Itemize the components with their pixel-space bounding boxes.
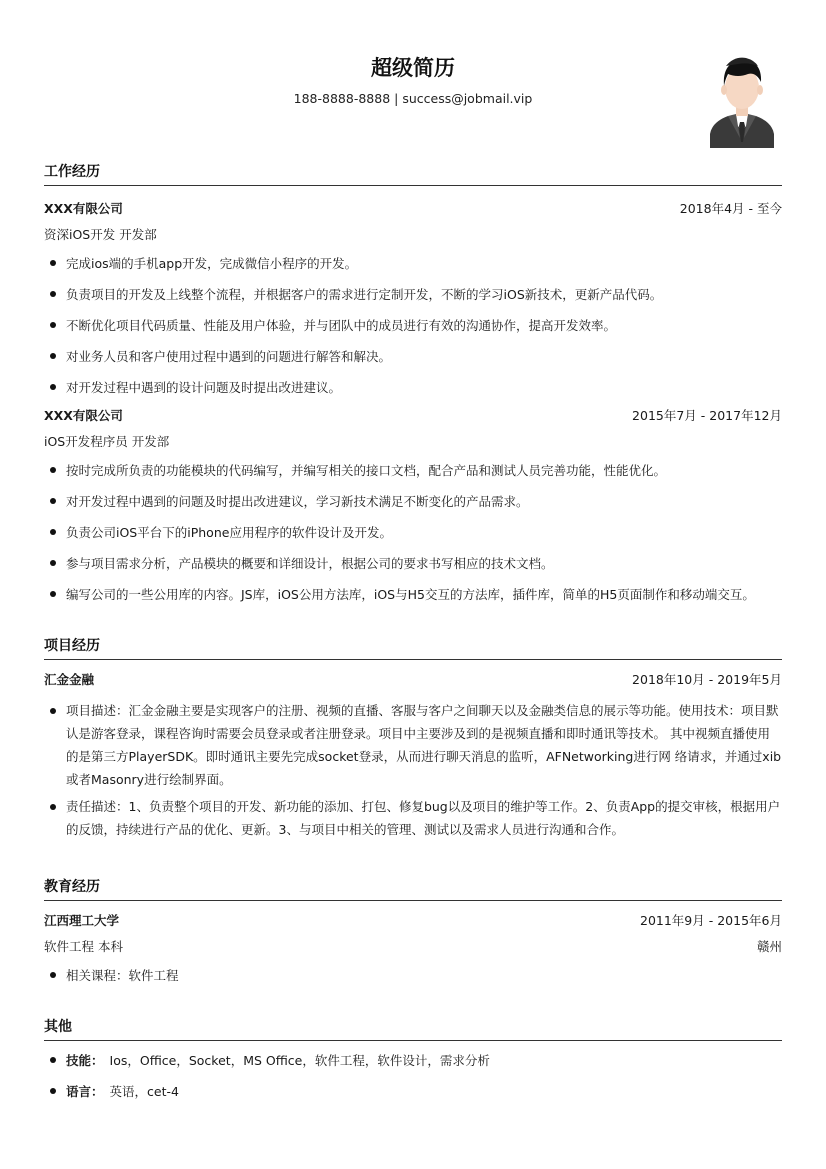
list-item: 对开发过程中遇到的问题及时提出改进建议，学习新技术满足不断变化的产品需求。 [44, 486, 782, 517]
list-item: 按时完成所负责的功能模块的代码编写，并编写相关的接口文档，配合产品和测试人员完善功能，性能优化。 [44, 455, 782, 486]
company-name: XXX有限公司 [44, 408, 123, 423]
other-details [44, 1045, 782, 1107]
job-entry [44, 403, 782, 610]
other-section [44, 1017, 782, 1107]
section-title-education: 教育经历 [44, 879, 100, 895]
skills-label: 技能： [66, 1053, 104, 1068]
contact-info: 188-8888-8888 | success@jobmail.vip [293, 91, 533, 106]
list-item: 责任描述：1、负责整个项目的开发、新功能的添加、打包、修复bug以及项目的维护等工作。2、负责App的提交审核，根据用户的反馈，持续进行产品的优化、更新。3、与项目中相关的管理、测试以及需求人员进行沟通和合作。 [44, 795, 782, 841]
language-label: 语言： [66, 1084, 104, 1099]
section-title-other: 其他 [44, 1019, 72, 1035]
job-period: 2018年4月 - 至今 [679, 201, 782, 216]
project-details [44, 699, 782, 841]
project-period: 2018年10月 - 2019年5月 [632, 672, 782, 687]
section-title-work: 工作经历 [44, 164, 100, 180]
job-role: iOS开发程序员 开发部 [44, 434, 170, 449]
list-item: 参与项目需求分析，产品模块的概要和详细设计，根据公司的要求书写相应的技术文档。 [44, 548, 782, 579]
job-period: 2015年7月 - 2017年12月 [632, 408, 782, 423]
job-entry [44, 196, 782, 403]
project-experience-section [44, 636, 782, 845]
list-item: 相关课程：软件工程 [44, 960, 782, 991]
school-city: 赣州 [756, 939, 782, 954]
list-item: 对业务人员和客户使用过程中遇到的问题进行解答和解决。 [44, 341, 782, 372]
list-item: 负责公司iOS平台下的iPhone应用程序的软件设计及开发。 [44, 517, 782, 548]
company-name: XXX有限公司 [44, 201, 123, 216]
list-item: 对开发过程中遇到的设计问题及时提出改进建议。 [44, 372, 782, 403]
list-item [44, 1045, 782, 1076]
section-title-projects: 项目经历 [44, 638, 100, 654]
job-duties [44, 455, 782, 610]
school-name: 江西理工大学 [44, 913, 120, 928]
list-item: 项目描述：汇金金融主要是实现客户的注册、视频的直播、客服与客户之间聊天以及金融类信息的展示等功能。使用技术：项目默认是游客登录，课程咨询时需要会员登录或者注册登录。项目中主要涉及到的是视频直播和即时通讯等技术。 其中视频直播使用的是第三方PlayerSDK。即时通讯主要先完成socket登录，从而进行聊天消息的监听，AFNetworking进行网 络请求，并通过xib或者Masonry进行绘制界面。 [44, 699, 782, 791]
education-details [44, 960, 782, 991]
job-duties [44, 248, 782, 403]
list-item: 完成ios端的手机app开发，完成微信小程序的开发。 [44, 248, 782, 279]
education-period: 2011年9月 - 2015年6月 [640, 913, 782, 928]
education-section [44, 877, 782, 991]
resume-name: 超级简历 [371, 56, 455, 80]
job-role: 资深iOS开发 开发部 [44, 227, 157, 242]
businessman-avatar-icon [704, 52, 780, 148]
language-value: 英语，cet-4 [109, 1084, 179, 1099]
list-item: 编写公司的一些公用库的内容。JS库，iOS公用方法库，iOS与H5交互的方法库，插件库，简单的H5页面制作和移动端交互。 [44, 579, 782, 610]
list-item [44, 1076, 782, 1107]
skills-value: Ios，Office，Socket，MS Office，软件工程，软件设计，需求分析 [109, 1053, 490, 1068]
list-item: 负责项目的开发及上线整个流程，并根据客户的需求进行定制开发，不断的学习iOS新技术，更新产品代码。 [44, 279, 782, 310]
resume-header [0, 0, 826, 150]
major-degree: 软件工程 本科 [44, 939, 123, 954]
list-item: 不断优化项目代码质量、性能及用户体验，并与团队中的成员进行有效的沟通协作，提高开发效率。 [44, 310, 782, 341]
project-name: 汇金金融 [44, 672, 95, 687]
work-experience-section [44, 162, 782, 610]
